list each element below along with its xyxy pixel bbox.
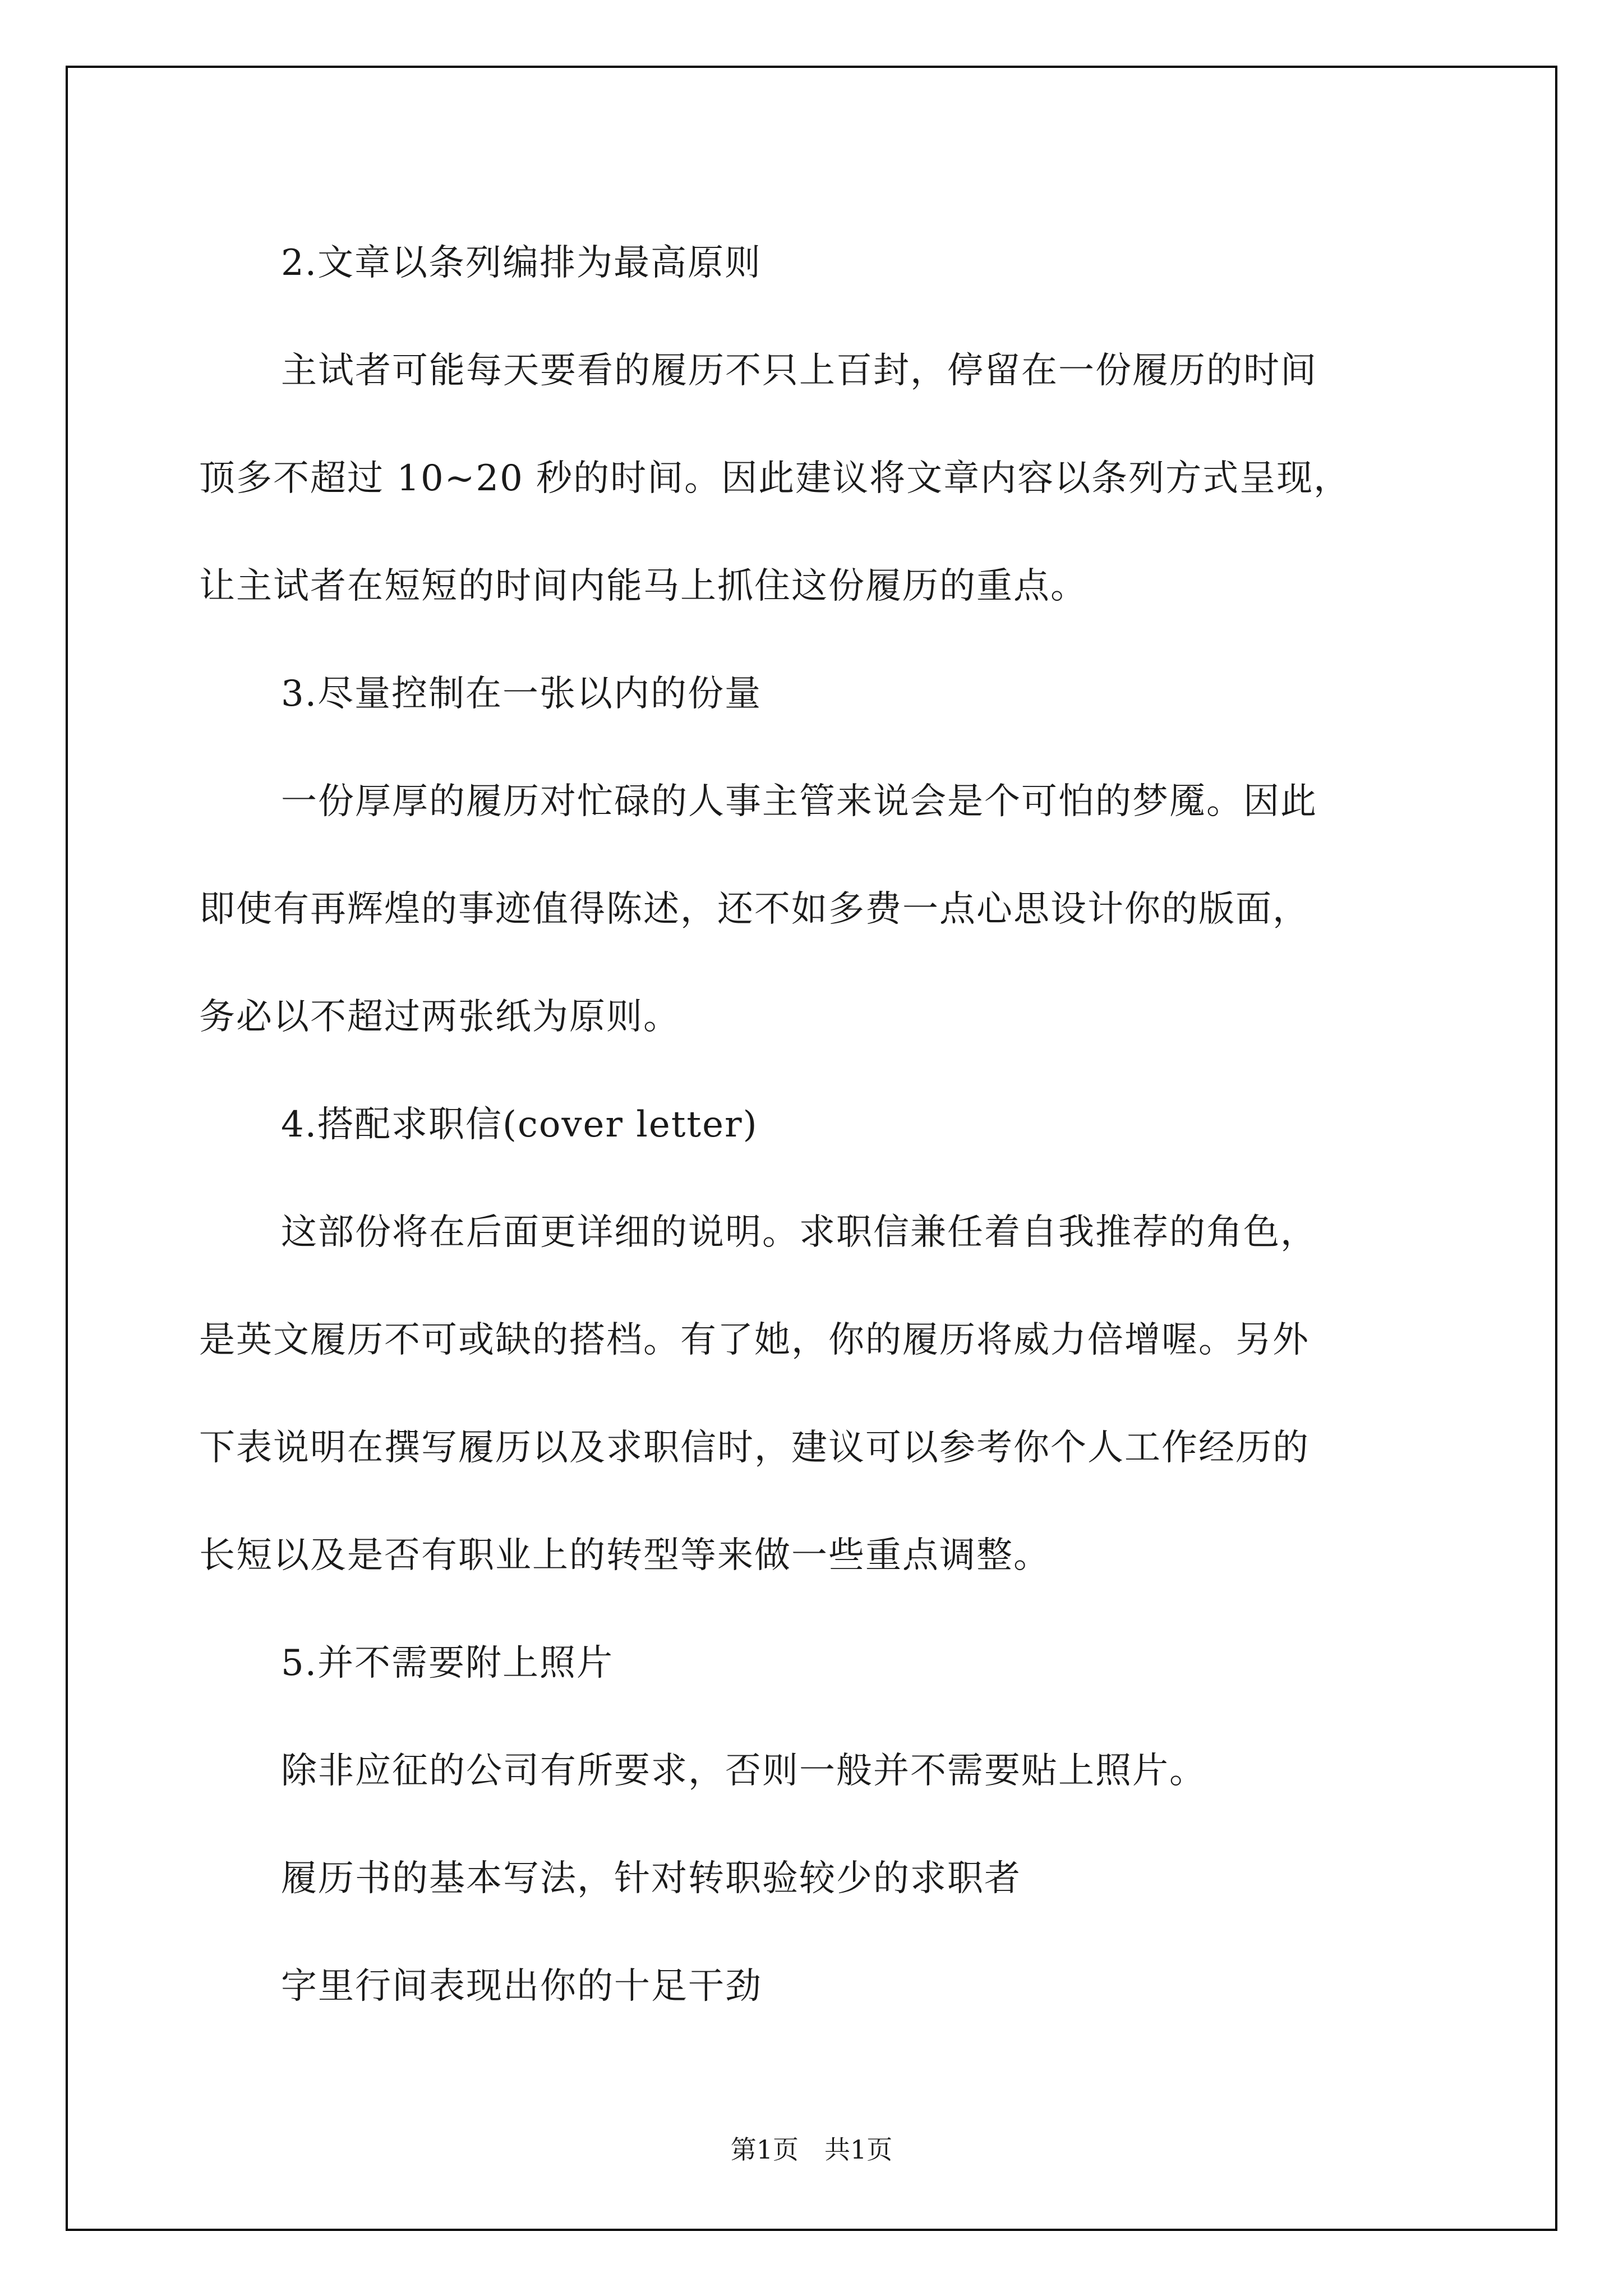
paragraph-line: 一份厚厚的履历对忙碌的人事主管来说会是个可怕的梦魇。因此 — [281, 781, 1317, 822]
section-heading-4: 4.搭配求职信(cover letter) — [281, 1104, 758, 1145]
paragraph-line: 履历书的基本写法，针对转职验较少的求职者 — [281, 1858, 1021, 1899]
paragraph-line: 顶多不超过 10~20 秒的时间。因此建议将文章内容以条列方式呈现， — [199, 458, 1351, 499]
paragraph-line: 让主试者在短短的时间内能马上抓住这份履历的重点。 — [199, 565, 1087, 607]
paragraph-line: 除非应征的公司有所要求，否则一般并不需要贴上照片。 — [281, 1750, 1206, 1792]
paragraph-line: 是英文履历不可或缺的搭档。有了她，你的履历将威力倍增喔。另外 — [199, 1319, 1310, 1361]
paragraph-line: 主试者可能每天要看的履历不只上百封，停留在一份履历的时间 — [281, 350, 1317, 392]
paragraph-line: 即使有再辉煌的事迹值得陈述，还不如多费一点心思设计你的版面， — [199, 889, 1310, 930]
document-body — [199, 209, 1433, 2040]
paragraph-line: 字里行间表现出你的十足干劲 — [281, 1966, 762, 2007]
page-footer: 第1页 共1页 — [730, 2134, 893, 2165]
paragraph-line: 下表说明在撰写履历以及求职信时，建议可以参考你个人工作经历的 — [199, 1427, 1310, 1469]
paragraph-line: 长短以及是否有职业上的转型等来做一些重点调整。 — [199, 1535, 1050, 1576]
section-heading-3: 3.尽量控制在一张以内的份量 — [281, 673, 762, 715]
section-heading-5: 5.并不需要附上照片 — [281, 1642, 614, 1684]
paragraph-line: 务必以不超过两张纸为原则。 — [199, 996, 680, 1038]
section-heading-2: 2.文章以条列编排为最高原则 — [281, 242, 762, 284]
paragraph-line: 这部份将在后面更详细的说明。求职信兼任着自我推荐的角色， — [281, 1212, 1317, 1253]
